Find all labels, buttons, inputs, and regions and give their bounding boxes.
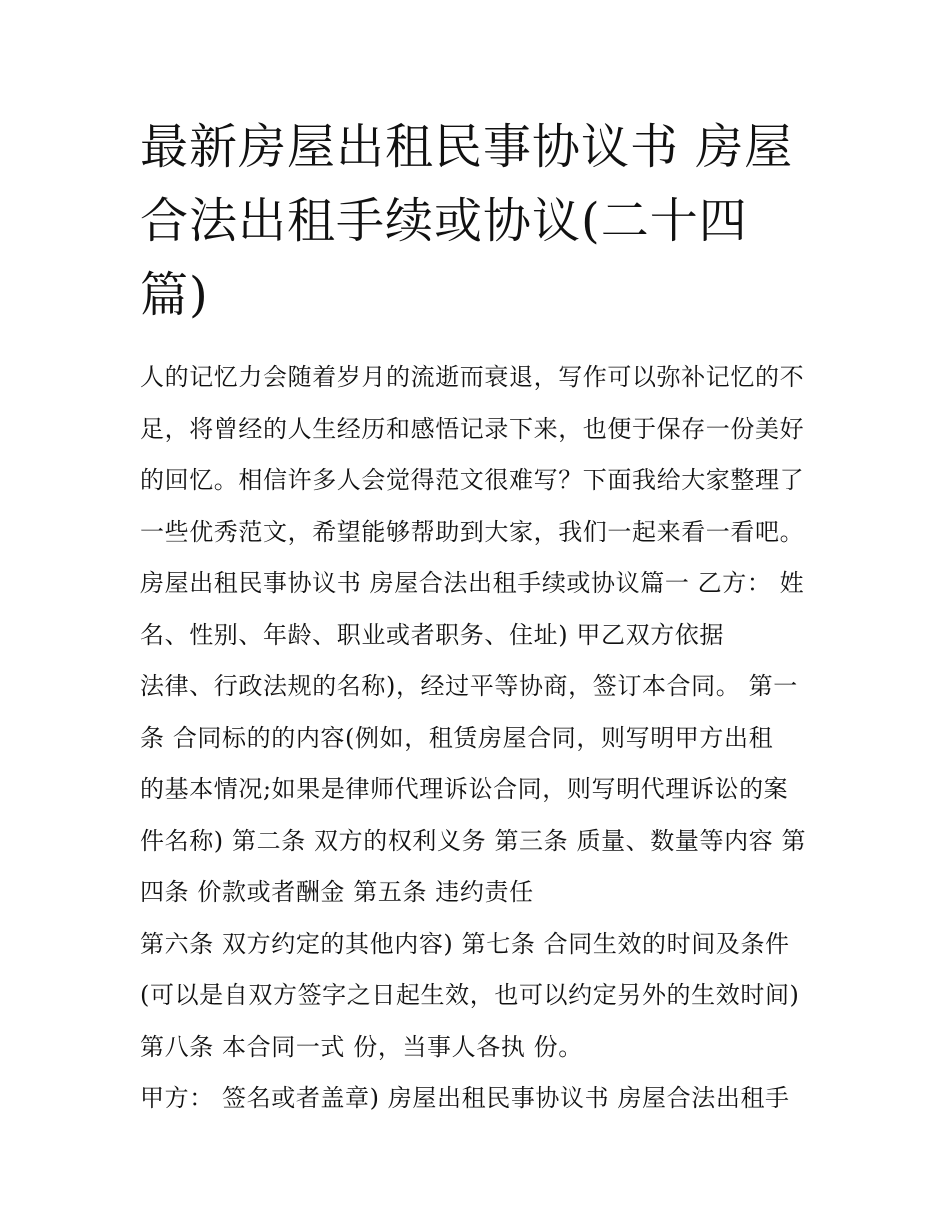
body-line-4: 一些优秀范文，希望能够帮助到大家，我们一起来看一看吧。 — [140, 518, 805, 546]
title-line-1: 最新房屋出租民事协议书 房屋 — [140, 119, 794, 175]
body-line-12: 第六条 双方约定的其他内容) 第七条 合同生效的时间及条件 — [140, 930, 790, 958]
title-line-3: 篇) — [140, 267, 209, 323]
body-line-3: 的回忆。相信许多人会觉得范文很难写？下面我给大家整理了 — [140, 466, 805, 494]
body-line-13: (可以是自双方签字之日起生效，也可以约定另外的生效时间) — [140, 981, 800, 1009]
body-line-14: 第八条 本合同一式 份，当事人各执 份。 — [140, 1033, 583, 1061]
body-line-6: 名、性别、年龄、职业或者职务、住址) 甲乙双方依据 — [140, 621, 724, 649]
body-line-10: 件名称) 第二条 双方的权利义务 第三条 质量、数量等内容 第 — [140, 827, 807, 855]
body-line-8: 条 合同标的的内容(例如，租赁房屋合同，则写明甲方出租 — [140, 724, 774, 752]
body-line-5: 房屋出租民事协议书 房屋合法出租手续或协议篇一 乙方： 姓 — [140, 569, 805, 597]
body-line-9: 的基本情况;如果是律师代理诉讼合同，则写明代理诉讼的案 — [140, 775, 789, 803]
body-line-15: 甲方： 签名或者盖章) 房屋出租民事协议书 房屋合法出租手 — [140, 1084, 790, 1112]
body-line-2: 足，将曾经的人生经历和感悟记录下来，也便于保存一份美好 — [140, 415, 805, 443]
body-line-11: 四条 价款或者酬金 第五条 违约责任 — [140, 878, 534, 906]
body-line-7: 法律、行政法规的名称)，经过平等协商，签订本合同。 第一 — [140, 672, 798, 700]
title-line-2: 合法出租手续或协议(二十四 — [140, 193, 748, 249]
body-line-1: 人的记忆力会随着岁月的流逝而衰退，写作可以弥补记忆的不 — [140, 363, 805, 391]
